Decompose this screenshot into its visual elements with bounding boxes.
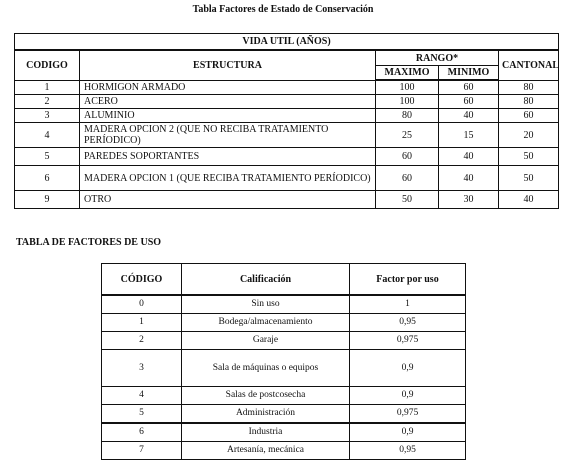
codigo-cell: 6 [15,166,80,191]
maximo-cell: 100 [376,95,439,109]
codigo-cell: 4 [15,123,80,148]
estructura-cell: MADERA OPCION 1 (QUE RECIBA TRATAMIENTO PERÍODICO) [80,166,376,191]
codigo-cell: 2 [15,95,80,109]
cantonal-cell: 20 [499,123,559,148]
vida-util-table [14,33,559,209]
codigo-cell: 5 [102,405,182,424]
factor-cell: 1 [350,295,466,314]
table-row [102,295,466,314]
maximo-cell: 60 [376,166,439,191]
codigo-cell: 9 [15,191,80,209]
factor-cell: 0,9 [350,350,466,387]
codigo-header: CÓDIGO [102,264,182,296]
factor-cell: 0,9 [350,387,466,405]
codigo-cell: 3 [102,350,182,387]
factor-cell: 0,975 [350,332,466,350]
codigo-cell: 1 [15,80,80,95]
estructura-header: ESTRUCTURA [80,50,376,80]
estructura-cell: ALUMINIO [80,109,376,123]
codigo-cell: 7 [102,442,182,460]
cantonal-cell: 80 [499,80,559,95]
minimo-cell: 40 [439,166,499,191]
table-row [15,148,559,166]
calificacion-cell: Artesanía, mecánica [182,442,350,460]
minimo-cell: 40 [439,148,499,166]
minimo-header: MINIMO [439,66,499,81]
calificacion-cell: Salas de postcosecha [182,387,350,405]
table-row [102,314,466,332]
maximo-cell: 50 [376,191,439,209]
cantonal-header: CANTONAL [499,50,559,80]
section-title: TABLA DE FACTORES DE USO [16,237,162,248]
table-row [102,332,466,350]
minimo-cell: 40 [439,109,499,123]
table-row [15,109,559,123]
cantonal-cell: 80 [499,95,559,109]
cantonal-cell: 50 [499,148,559,166]
vida-util-header: VIDA UTIL (AÑOS) [15,34,559,51]
maximo-cell: 60 [376,148,439,166]
calificacion-header: Calificación [182,264,350,296]
codigo-cell: 6 [102,423,182,442]
table-row [102,442,466,460]
estructura-cell: HORMIGON ARMADO [80,80,376,95]
estructura-cell: OTRO [80,191,376,209]
codigo-cell: 3 [15,109,80,123]
codigo-cell: 1 [102,314,182,332]
factor-cell: 0,95 [350,314,466,332]
table-row [102,350,466,387]
factor-header: Factor por uso [350,264,466,296]
table-row [15,95,559,109]
table-row [15,80,559,95]
page-title: Tabla Factores de Estado de Conservación [192,4,374,15]
cantonal-cell: 50 [499,166,559,191]
codigo-header: CODIGO [15,50,80,80]
table-row [102,423,466,442]
maximo-cell: 25 [376,123,439,148]
factor-cell: 0,95 [350,442,466,460]
table-row [102,387,466,405]
factores-uso-table [101,263,466,460]
minimo-cell: 15 [439,123,499,148]
calificacion-cell: Industria [182,423,350,442]
factor-cell: 0,975 [350,405,466,424]
factor-cell: 0,9 [350,423,466,442]
minimo-cell: 60 [439,95,499,109]
maximo-cell: 100 [376,80,439,95]
codigo-cell: 5 [15,148,80,166]
cantonal-cell: 60 [499,109,559,123]
rango-header: RANGO* [376,50,499,66]
codigo-cell: 4 [102,387,182,405]
calificacion-cell: Garaje [182,332,350,350]
maximo-cell: 80 [376,109,439,123]
calificacion-cell: Sala de máquinas o equipos [182,350,350,387]
table-row [102,405,466,424]
estructura-cell: ACERO [80,95,376,109]
table-row [15,191,559,209]
estructura-cell: MADERA OPCION 2 (QUE NO RECIBA TRATAMIENTO PERÍODICO) [80,123,376,148]
calificacion-cell: Sin uso [182,295,350,314]
table-row [15,166,559,191]
calificacion-cell: Administración [182,405,350,424]
minimo-cell: 60 [439,80,499,95]
minimo-cell: 30 [439,191,499,209]
table-row [15,123,559,148]
codigo-cell: 2 [102,332,182,350]
cantonal-cell: 40 [499,191,559,209]
codigo-cell: 0 [102,295,182,314]
estructura-cell: PAREDES SOPORTANTES [80,148,376,166]
maximo-header: MAXIMO [376,66,439,81]
calificacion-cell: Bodega/almacenamiento [182,314,350,332]
